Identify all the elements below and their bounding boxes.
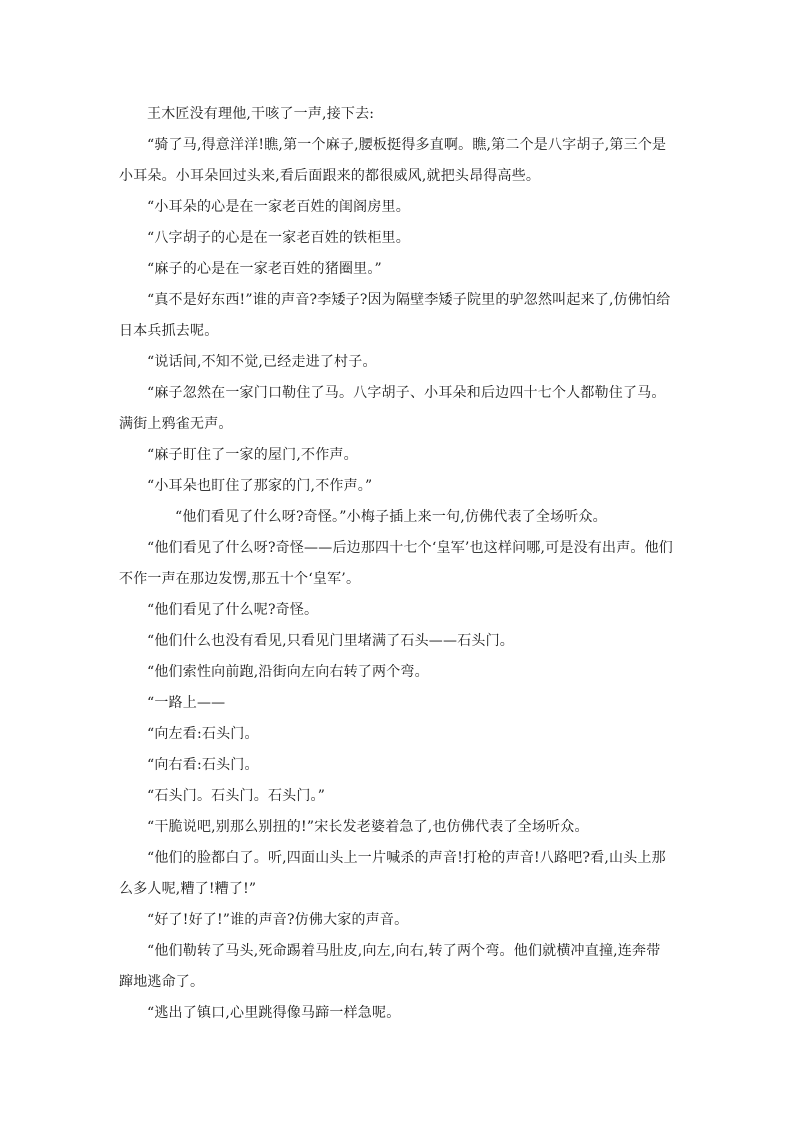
paragraph: “真不是好东西!”谁的声音?李矮子?因为隔壁李矮子院里的驴忽然叫起来了,仿佛怕给日本兵抓去呢。 <box>119 292 671 339</box>
paragraph: “说话间,不知不觉,已经走进了村子。 <box>147 354 377 370</box>
paragraph: “小耳朵的心是在一家老百姓的闺阁房里。 <box>147 199 410 215</box>
paragraph: “麻子盯住了一家的屋门,不作声。 <box>147 447 358 463</box>
paragraph: “向右看:石头门。 <box>147 757 259 773</box>
paragraph: “他们看见了什么呢?奇怪。 <box>147 602 319 618</box>
paragraph: 王木匠没有理他,干咳了一声,接下去: <box>147 106 375 122</box>
paragraph: “干脆说吧,别那么别扭的!”宋长发老婆着急了,也仿佛代表了全场听众。 <box>147 819 589 835</box>
paragraph: “他们看见了什么呀?奇怪——后边那四十七个‘皇军’也这样问哪,可是没有出声。他们不作一声在那边发愣,那五十个‘皇军’。 <box>119 540 674 587</box>
paragraph: “好了!好了!”谁的声音?仿佛大家的声音。 <box>147 912 409 928</box>
paragraph: “他们索性向前跑,沿街向左向右转了两个弯。 <box>147 664 429 680</box>
paragraph: “他们什么也没有看见,只看见门里堵满了石头——石头门。 <box>147 633 515 649</box>
paragraph: “石头门。石头门。石头门。” <box>147 788 326 804</box>
paragraph: “一路上—— <box>147 695 226 711</box>
paragraph: “逃出了镇口,心里跳得像马蹄一样急呢。 <box>147 1005 401 1021</box>
paragraph: “他们看见了什么呀?奇怪。”小梅子插上来一句,仿佛代表了全场听众。 <box>175 509 607 525</box>
paragraph: “他们勒转了马头,死命踢着马肚皮,向左,向右,转了两个弯。他们就横冲直撞,连奔带蹿地逃命了。 <box>119 943 661 990</box>
paragraph: “麻子的心是在一家老百姓的猪圈里。” <box>147 261 382 277</box>
paragraph: “骑了马,得意洋洋!瞧,第一个麻子,腰板挺得多直啊。瞧,第二个是八字胡子,第三个是小耳朵。小耳朵回过头来,看后面跟来的都很威风,就把头昂得高些。 <box>119 137 667 184</box>
paragraph: “小耳朵也盯住了那家的门,不作声。” <box>147 478 373 494</box>
paragraph: “向左看:石头门。 <box>147 726 259 742</box>
paragraph: “八字胡子的心是在一家老百姓的铁柜里。 <box>147 230 410 246</box>
paragraph: “他们的脸都白了。听,四面山头上一片喊杀的声音!打枪的声音!八路吧?看,山头上那么多人呢,糟了!糟了!” <box>119 850 666 897</box>
document-body <box>119 99 674 1029</box>
paragraph: “麻子忽然在一家门口勒住了马。八字胡子、小耳朵和后边四十七个人都勒住了马。满街上鸦雀无声。 <box>119 385 666 432</box>
